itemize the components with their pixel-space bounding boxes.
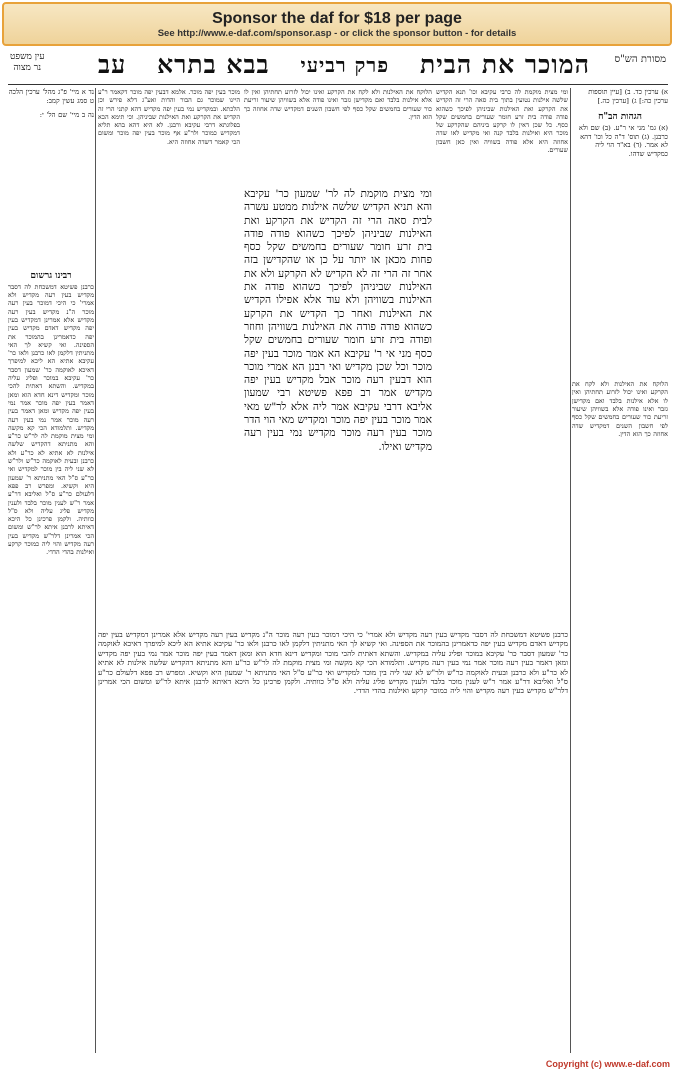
divider-right [570,88,571,1053]
hagahot-text: (א) גמ' מני אי ר"ע. (ב) שם ולא כרבנן. (ג) תוס' ד"ה כל וכו' דהא לא אמר. (ד) בא"ד הוי ליה כמקדיש שדהו. [578,124,668,158]
gemara-text: ומי מצית מוקמת לה לר' שמעון כר' עקיבא והא תניא הקדיש שלשה אילנות ממטע עשרה לבית סאה הרי זה הקדיש את הקרקע ואת האילנות שביניהן לפיכך כשהוא פודה פודה בית זרע חומר שעורים בחמשים שקל כסף פחות מכאן או יותר על כן או שהקדישן בזה אחר זה הרי זה לא הקדיש לא הקרקע ולא את האילנות שביניהן לפיכך כשהוא פודה את האילנות בשוויהן ולא עוד אלא אפילו הקדיש את האילנות ואחר כך הקדיש את הקרקע כשהוא פודה פודה את האילנות בשוויהן וחוזר ופודה בית זרע חומר שעורים בחמשים שקל כסף מני אי ר' עקיבא הא אמר מוכר בעין יפה מוכר וכל שכן מקדיש ואי רבנן הא אמרי מוכר הוא דבעין רעה מוכר אבל מקדיש בעין יפה מקדיש אמר רב פפא פשיטא רבי שמעון אליבא דרבי עקיבא אמר ליה אלא לר"ש מאי אמר מוכר בעין יפה מוכר ומקדיש מאי הוי הדר מוכר בעין רעה מוכר מקדיש נמי בעין רעה מקדיש ואילו. [244,188,432,453]
ein-mishpat-1: נד א מיי' פ"ג מהל' ערכין הלכה ט סמג עשין קמב: [8,88,94,105]
folio-number: עב [98,50,127,79]
left-margin [8,88,94,1023]
right-margin-filler: הלוקח את האילנות ולא לקח את הקרקע ואינו יכול לזרוע תחתיהן ואין לו אלא אילנות בלבד ואם מקדישן גזבר ואינו פודה אלא בשוויהן שיעור זריעת כור שעורים בחמשים שקל כסף לפי חשבון השנים דמקדיש שדה אחוזה כך הוא הדין. [572,380,668,438]
copyright-notice[interactable]: Copyright (c) www.e-daf.com [545,1059,670,1069]
hagahot-title: הגהות הב"ח [598,112,642,123]
chapter-number: פרק רביעי [300,52,390,77]
sponsor-banner[interactable] [2,2,672,46]
sponsor-title[interactable]: Sponsor the daf for $18 per page [212,10,462,27]
right-margin [572,88,668,1070]
tractate-name: בבא בתרא [157,50,270,79]
rashi-commentary: ומי מצית מוקמת לה כרבי עקיבא וכו' תנא הקדיש שלשה אילנות נטועין בתוך בית סאה הרי זה הקדיש את הקרקע ואת האילנות שביניהן לפיכך כשהוא פודה פודה בית זרע חומר שעורים בחמשים שקל כסף. כל שכן דאין לו קרקע ביניהם שהקרקע של מוכר היא ואילנות בלבד קנה ואי מקדיש לאו שדה אחוזה היא אלא פודה בשוויה ואין כאן חשבון שעורים. [436,88,568,155]
divider-left [95,88,96,1053]
ein-mishpat-2: נה ב מיי' שם הל' י: [39,111,94,120]
commentary-top-band: הלוקח את האילנות ולא לקח את הקרקע ואינו יכול לזרוע תחתיהן ואין לו אלא אילנות בלבד ואם מקדישן גזבר ואינו פודה אלא בשוויהן שיעור זריעת כור שעורים בחמשים שקל כסף לפי חשבון השנים דמקדיש שדה אחוזה כך הוא הדין. [244,88,432,121]
masoret-header: מסורת הש"ס [614,54,666,65]
ein-mishpat-header: עין משפט נר מצוה [10,52,45,73]
bottom-commentary: כרבנן פשיטא דמשכחת לה דסבר מקדיש בעין רעה מקדיש ולא אמרי' כי היכי דמוכר בעין רעה מוכר ה"נ מקדיש בעין רעה מקדיש אלא אמרינן דמקדיש בעין יפה מקדיש דאדם מקדיש בעין יפה כדאמרינן בהמוכר את הספינה. ואי קשיא לך האי מתניתין דלקמן לאו כרבנן ולאו כר' עקיבא אתיא הא ליכא למיפרך דאיכא לאוקמה כר' שמעון דסבר כר' עקיבא במוכר ופליג עליה במקדיש. והשתא דאתית להכי מוכר ומקדיש דינא חדא הוא ומאן דאמר בעין יפה מוכר אמר נמי בעין יפה מקדיש ומאן דאמר בעין רעה מוכר אמר נמי בעין רעה מקדיש. ותלמודא הכי קא מקשה ומי מצית מוקמת לה לר"ש כר"ע והא מתניתא דהקדיש שלשה אילנות לא אתיא לא כר"ע ולא כרבנן ובעית לאוקמה כר"ש ולר"ש לא שני ליה בין מוכר למקדיש ואי כר"ע ס"ל האי מתניתא ר' שמעון היא וקשיא. ומפרש רב פפא דלעולם כר"ע ס"ל ואליבא דר"ע אמר ר"ש לענין מוכר בלבד ולענין מקדיש פליג עליה ולא ס"ל כוותיה. ולקמן פרכינן כל היכא דאיתא לרבנן איתא לר"ש ומשום הכי אמרינן דלר"ש מקדיש בעין רעה מקדיש והוי ליה כמוכר קרקע ואילנות בהדי הדדי. [98,630,568,696]
page-header [98,48,590,82]
tosfot-commentary: מוכר בעין יפה מוכר. אלמא דבעין יפה מוכר דקאמר ר"ע היינו שמוכר גם הבור והדות ואע"ג דלא פירש וכן הלכתא. ובמקדיש נמי בעין יפה מקדיש דהא קתני הרי זה הקדיש את הקרקע ואת האילנות שביניהן. וכי תימא הכא בפלוגתא דרבי עקיבא ורבנן. לא היא דהא בהא תליא דמקדיש כמוכר ולר"ע אף מוכר בעין יפה מוכר ומשום הכי קאמר דשדה אחוזה היא. [98,88,240,146]
masoret-hashas: א) ערכין כד. ב) [עיין תוספות ערכין כה:] ג) [ערכין כה.] [588,88,668,105]
header-rule [8,84,668,85]
sponsor-subtitle[interactable]: See http://www.e-daf.com/sponsor.asp - or click the sponsor button - for details [157,28,517,39]
rabbeinu-gershom-title: רבינו גרשום [30,270,72,281]
rabbeinu-gershom-text: כרבנן פשיטא דמשכחת לה דסבר מקדיש בעין רעה מקדיש ולא אמרי' כי היכי דמוכר בעין רעה מוכר ה"נ מקדיש בעין רעה מקדיש אלא אמרינן דמקדיש בעין יפה מקדיש דאדם מקדיש בעין יפה כדאמרינן בהמוכר את הספינה. ואי קשיא לך האי מתניתין דלקמן לאו כרבנן ולאו כר' עקיבא אתיא הא ליכא למיפרך דאיכא לאוקמה כר' שמעון דסבר כר' עקיבא במוכר ופליג עליה במקדיש. והשתא דאתית להכי מוכר ומקדיש דינא חדא הוא ומאן דאמר בעין יפה מוכר אמר נמי בעין יפה מקדיש ומאן דאמר בעין רעה מוכר אמר נמי בעין רעה מקדיש. ותלמודא הכי קא מקשה ומי מצית מוקמת לה לר"ש כר"ע והא מתניתא דהקדיש שלשה אילנות לא אתיא לא כר"ע ולא כרבנן ובעית לאוקמה כר"ש ולר"ש לא שני ליה בין מוכר למקדיש ואי כר"ע ס"ל האי מתניתא ר' שמעון היא וקשיא. ומפרש רב פפא דלעולם כר"ע ס"ל ואליבא דר"ע אמר ר"ש לענין מוכר בלבד ולענין מקדיש פליג עליה ולא ס"ל כוותיה. ולקמן פרכינן כל היכא דאיתא לרבנן איתא לר"ש ומשום הכי אמרינן דלר"ש מקדיש בעין רעה מקדיש והוי ליה כמוכר קרקע ואילנות בהדי הדדי. [8,282,94,557]
talmud-page [8,48,668,1058]
chapter-title: המוכר את הבית [419,50,590,79]
